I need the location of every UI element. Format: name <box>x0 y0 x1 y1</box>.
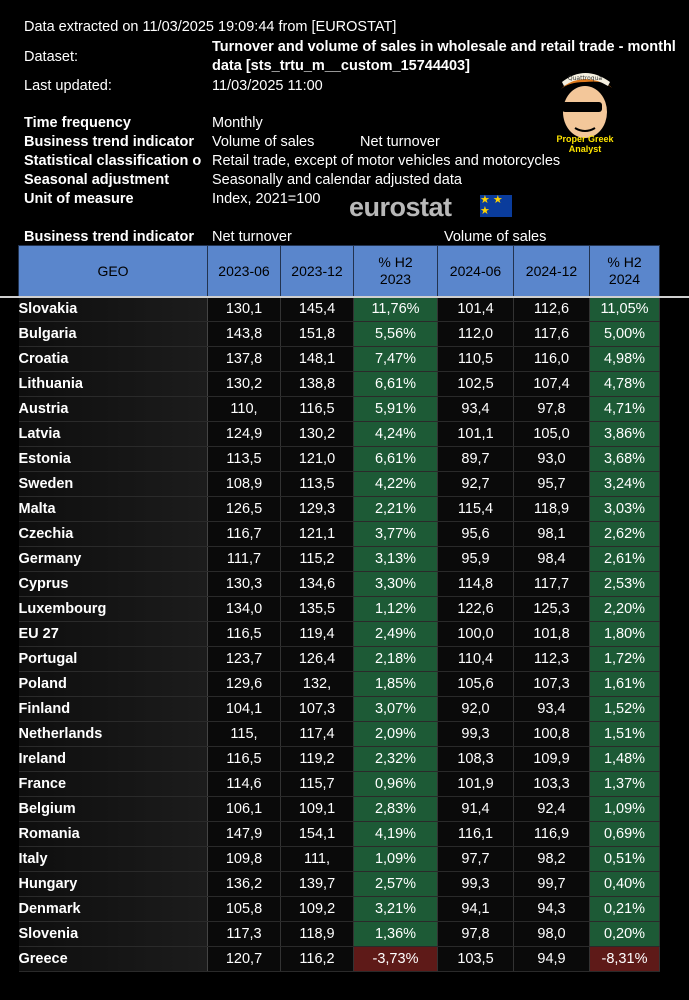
value-2024-06: 92,0 <box>438 697 514 722</box>
pct-h2-2024: 1,09% <box>590 797 660 822</box>
header-2023-12: 2023-12 <box>281 246 354 297</box>
value-2023-12: 151,8 <box>281 322 354 347</box>
value-2024-12: 97,8 <box>514 397 590 422</box>
value-2023-06: 137,8 <box>208 347 281 372</box>
classification-value: Retail trade, except of motor vehicles and motorcycles <box>212 153 561 169</box>
group-label-volume: Volume of sales <box>444 229 547 245</box>
table-body <box>19 297 660 972</box>
value-2023-12: 109,2 <box>281 897 354 922</box>
geo-cell: Cyprus <box>19 572 208 597</box>
pct-h2-2024: 3,86% <box>590 422 660 447</box>
geo-cell: Poland <box>19 672 208 697</box>
pct-h2-2023: 2,18% <box>354 647 438 672</box>
value-2023-12: 134,6 <box>281 572 354 597</box>
value-2024-12: 107,4 <box>514 372 590 397</box>
header-2023-06: 2023-06 <box>208 246 281 297</box>
geo-cell: Greece <box>19 947 208 972</box>
geo-cell: Finland <box>19 697 208 722</box>
value-2023-12: 148,1 <box>281 347 354 372</box>
pct-h2-2024: 1,48% <box>590 747 660 772</box>
pct-h2-2023: 3,30% <box>354 572 438 597</box>
table-row <box>19 297 660 322</box>
value-2023-06: 113,5 <box>208 447 281 472</box>
value-2024-06: 101,4 <box>438 297 514 322</box>
geo-cell: Sweden <box>19 472 208 497</box>
geo-cell: Lithuania <box>19 372 208 397</box>
table-row <box>19 897 660 922</box>
value-2023-12: 113,5 <box>281 472 354 497</box>
value-2024-12: 98,0 <box>514 922 590 947</box>
value-2024-06: 110,4 <box>438 647 514 672</box>
value-2023-06: 116,5 <box>208 747 281 772</box>
indicator-value-turnover: Net turnover <box>360 134 440 150</box>
pct-h2-2024: 2,62% <box>590 522 660 547</box>
value-2023-12: 116,2 <box>281 947 354 972</box>
pct-h2-2024: 3,24% <box>590 472 660 497</box>
table-row <box>19 372 660 397</box>
pct-h2-2024: 0,20% <box>590 922 660 947</box>
header-pct-h2-2023: % H2 2023 <box>354 246 438 297</box>
table-row <box>19 822 660 847</box>
value-2024-12: 101,8 <box>514 622 590 647</box>
value-2024-12: 117,6 <box>514 322 590 347</box>
dataset-label: Dataset: <box>24 49 78 65</box>
pct-h2-2024: 2,20% <box>590 597 660 622</box>
value-2024-12: 105,0 <box>514 422 590 447</box>
value-2023-06: 105,8 <box>208 897 281 922</box>
value-2023-06: 111,7 <box>208 547 281 572</box>
pct-h2-2024: 0,40% <box>590 872 660 897</box>
time-frequency-label: Time frequency <box>24 115 131 131</box>
value-2024-12: 109,9 <box>514 747 590 772</box>
pct-h2-2023: 6,61% <box>354 447 438 472</box>
value-2023-12: 135,5 <box>281 597 354 622</box>
value-2023-06: 116,5 <box>208 622 281 647</box>
value-2024-06: 97,8 <box>438 922 514 947</box>
pct-h2-2023: 1,12% <box>354 597 438 622</box>
value-2023-12: 117,4 <box>281 722 354 747</box>
pct-h2-2023: 2,32% <box>354 747 438 772</box>
value-2024-12: 125,3 <box>514 597 590 622</box>
geo-cell: EU 27 <box>19 622 208 647</box>
indicator-value-volume: Volume of sales <box>212 134 315 150</box>
geo-cell: Estonia <box>19 447 208 472</box>
value-2023-06: 143,8 <box>208 322 281 347</box>
table-row <box>19 747 660 772</box>
table-row <box>19 422 660 447</box>
value-2024-06: 97,7 <box>438 847 514 872</box>
value-2024-12: 116,9 <box>514 822 590 847</box>
value-2023-06: 136,2 <box>208 872 281 897</box>
table-row <box>19 622 660 647</box>
value-2024-06: 102,5 <box>438 372 514 397</box>
geo-cell: Netherlands <box>19 722 208 747</box>
value-2023-06: 123,7 <box>208 647 281 672</box>
value-2024-12: 112,3 <box>514 647 590 672</box>
eu-flag-icon: ★ ★ ★ <box>480 195 512 217</box>
pct-h2-2023: 3,21% <box>354 897 438 922</box>
pct-h2-2024: 0,69% <box>590 822 660 847</box>
value-2023-12: 129,3 <box>281 497 354 522</box>
header-geo: GEO <box>19 246 208 297</box>
value-2023-12: 121,0 <box>281 447 354 472</box>
value-2023-06: 120,7 <box>208 947 281 972</box>
pct-h2-2023: 2,57% <box>354 872 438 897</box>
pct-h2-2023: 1,85% <box>354 672 438 697</box>
value-2024-12: 93,0 <box>514 447 590 472</box>
pct-h2-2024: -8,31% <box>590 947 660 972</box>
value-2024-12: 98,2 <box>514 847 590 872</box>
geo-cell: France <box>19 772 208 797</box>
value-2024-06: 112,0 <box>438 322 514 347</box>
value-2023-06: 114,6 <box>208 772 281 797</box>
avatar-caption: Proper Greek Analyst <box>556 134 614 154</box>
value-2024-06: 95,6 <box>438 522 514 547</box>
value-2023-06: 109,8 <box>208 847 281 872</box>
pct-h2-2024: 0,51% <box>590 847 660 872</box>
pct-h2-2023: 5,91% <box>354 397 438 422</box>
value-2023-12: 145,4 <box>281 297 354 322</box>
unit-label: Unit of measure <box>24 191 134 207</box>
value-2024-06: 101,1 <box>438 422 514 447</box>
value-2023-06: 115, <box>208 722 281 747</box>
table-row <box>19 872 660 897</box>
pct-h2-2023: 0,96% <box>354 772 438 797</box>
pct-h2-2023: 2,21% <box>354 497 438 522</box>
pct-h2-2023: 7,47% <box>354 347 438 372</box>
table-row <box>19 397 660 422</box>
table-header-row <box>19 246 660 297</box>
value-2024-06: 92,7 <box>438 472 514 497</box>
table-row <box>19 772 660 797</box>
value-2024-06: 100,0 <box>438 622 514 647</box>
table-row <box>19 647 660 672</box>
header-2024-12: 2024-12 <box>514 246 590 297</box>
data-table <box>18 245 660 972</box>
header-divider <box>0 296 689 298</box>
value-2024-06: 91,4 <box>438 797 514 822</box>
table-row <box>19 522 660 547</box>
pct-h2-2024: 2,53% <box>590 572 660 597</box>
value-2024-12: 95,7 <box>514 472 590 497</box>
pct-h2-2024: 3,03% <box>590 497 660 522</box>
value-2023-12: 139,7 <box>281 872 354 897</box>
geo-cell: Croatia <box>19 347 208 372</box>
pct-h2-2024: 4,78% <box>590 372 660 397</box>
unit-value: Index, 2021=100 <box>212 191 321 207</box>
value-2024-06: 101,9 <box>438 772 514 797</box>
value-2023-06: 110, <box>208 397 281 422</box>
value-2024-12: 93,4 <box>514 697 590 722</box>
value-2023-06: 104,1 <box>208 697 281 722</box>
value-2023-06: 134,0 <box>208 597 281 622</box>
geo-cell: Denmark <box>19 897 208 922</box>
geo-cell: Slovenia <box>19 922 208 947</box>
value-2023-06: 130,1 <box>208 297 281 322</box>
pct-h2-2023: 1,09% <box>354 847 438 872</box>
pct-h2-2023: 2,83% <box>354 797 438 822</box>
pct-h2-2023: 2,49% <box>354 622 438 647</box>
pct-h2-2024: 11,05% <box>590 297 660 322</box>
value-2024-12: 117,7 <box>514 572 590 597</box>
metadata-panel <box>0 0 689 245</box>
pct-h2-2023: 11,76% <box>354 297 438 322</box>
value-2024-12: 98,1 <box>514 522 590 547</box>
value-2024-06: 105,6 <box>438 672 514 697</box>
eurostat-logo: eurostat <box>349 192 452 222</box>
pct-h2-2023: 6,61% <box>354 372 438 397</box>
value-2023-06: 106,1 <box>208 797 281 822</box>
geo-cell: Latvia <box>19 422 208 447</box>
value-2023-12: 126,4 <box>281 647 354 672</box>
value-2023-12: 130,2 <box>281 422 354 447</box>
pct-h2-2024: 0,21% <box>590 897 660 922</box>
geo-cell: Malta <box>19 497 208 522</box>
value-2024-06: 99,3 <box>438 722 514 747</box>
geo-cell: Italy <box>19 847 208 872</box>
value-2024-12: 103,3 <box>514 772 590 797</box>
pct-h2-2023: 4,19% <box>354 822 438 847</box>
value-2023-12: 116,5 <box>281 397 354 422</box>
dataset-title-line1: Turnover and volume of sales in wholesale and retail trade - monthl <box>212 39 676 55</box>
group-label-turnover: Net turnover <box>212 229 292 245</box>
value-2024-06: 99,3 <box>438 872 514 897</box>
extraction-info: Data extracted on 11/03/2025 19:09:44 from [EUROSTAT] <box>24 19 397 35</box>
table-row <box>19 922 660 947</box>
table-row <box>19 597 660 622</box>
geo-cell: Austria <box>19 397 208 422</box>
time-frequency-value: Monthly <box>212 115 263 131</box>
value-2024-12: 100,8 <box>514 722 590 747</box>
geo-cell: Portugal <box>19 647 208 672</box>
geo-cell: Germany <box>19 547 208 572</box>
pct-h2-2023: 1,36% <box>354 922 438 947</box>
avatar-hat-text: Quattroqua <box>567 75 603 82</box>
table-row <box>19 322 660 347</box>
pct-h2-2024: 1,72% <box>590 647 660 672</box>
value-2024-06: 103,5 <box>438 947 514 972</box>
geo-cell: Belgium <box>19 797 208 822</box>
value-2024-06: 95,9 <box>438 547 514 572</box>
value-2023-12: 121,1 <box>281 522 354 547</box>
value-2024-12: 107,3 <box>514 672 590 697</box>
value-2024-12: 116,0 <box>514 347 590 372</box>
geo-cell: Ireland <box>19 747 208 772</box>
value-2023-06: 126,5 <box>208 497 281 522</box>
table-row <box>19 672 660 697</box>
value-2023-06: 130,3 <box>208 572 281 597</box>
value-2024-06: 116,1 <box>438 822 514 847</box>
pct-h2-2023: 2,09% <box>354 722 438 747</box>
pct-h2-2023: 5,56% <box>354 322 438 347</box>
table-row <box>19 472 660 497</box>
geo-cell: Romania <box>19 822 208 847</box>
value-2023-12: 107,3 <box>281 697 354 722</box>
value-2024-06: 110,5 <box>438 347 514 372</box>
pct-h2-2023: 3,77% <box>354 522 438 547</box>
value-2023-06: 117,3 <box>208 922 281 947</box>
value-2023-06: 108,9 <box>208 472 281 497</box>
header-pct-h2-2024: % H2 2024 <box>590 246 660 297</box>
pct-h2-2024: 1,80% <box>590 622 660 647</box>
pct-h2-2024: 1,51% <box>590 722 660 747</box>
value-2024-12: 94,9 <box>514 947 590 972</box>
table-row <box>19 947 660 972</box>
pct-h2-2023: 4,22% <box>354 472 438 497</box>
value-2024-06: 114,8 <box>438 572 514 597</box>
value-2024-12: 94,3 <box>514 897 590 922</box>
value-2023-12: 119,4 <box>281 622 354 647</box>
header-2024-06: 2024-06 <box>438 246 514 297</box>
pct-h2-2023: 3,13% <box>354 547 438 572</box>
seasonal-label: Seasonal adjustment <box>24 172 170 188</box>
pct-h2-2024: 1,61% <box>590 672 660 697</box>
table-row <box>19 447 660 472</box>
geo-cell: Luxembourg <box>19 597 208 622</box>
value-2024-06: 115,4 <box>438 497 514 522</box>
value-2023-06: 124,9 <box>208 422 281 447</box>
value-2024-12: 112,6 <box>514 297 590 322</box>
pct-h2-2024: 3,68% <box>590 447 660 472</box>
pct-h2-2024: 1,37% <box>590 772 660 797</box>
value-2024-12: 92,4 <box>514 797 590 822</box>
value-2024-06: 89,7 <box>438 447 514 472</box>
value-2024-12: 99,7 <box>514 872 590 897</box>
pct-h2-2023: 3,07% <box>354 697 438 722</box>
geo-cell: Bulgaria <box>19 322 208 347</box>
pct-h2-2024: 2,61% <box>590 547 660 572</box>
table-row <box>19 347 660 372</box>
table-indicator-label: Business trend indicator <box>24 229 195 245</box>
table-row <box>19 697 660 722</box>
value-2023-12: 154,1 <box>281 822 354 847</box>
classification-label: Statistical classification o <box>24 153 202 169</box>
table-row <box>19 547 660 572</box>
value-2023-12: 115,7 <box>281 772 354 797</box>
value-2024-06: 93,4 <box>438 397 514 422</box>
value-2023-06: 147,9 <box>208 822 281 847</box>
value-2024-06: 122,6 <box>438 597 514 622</box>
value-2023-06: 130,2 <box>208 372 281 397</box>
geo-cell: Hungary <box>19 872 208 897</box>
value-2023-12: 115,2 <box>281 547 354 572</box>
geo-cell: Slovakia <box>19 297 208 322</box>
table-row <box>19 572 660 597</box>
value-2023-06: 129,6 <box>208 672 281 697</box>
pct-h2-2024: 4,98% <box>590 347 660 372</box>
value-2023-12: 138,8 <box>281 372 354 397</box>
seasonal-value: Seasonally and calendar adjusted data <box>212 172 462 188</box>
value-2023-12: 111, <box>281 847 354 872</box>
indicator-label: Business trend indicator <box>24 134 195 150</box>
value-2024-12: 118,9 <box>514 497 590 522</box>
last-updated-label: Last updated: <box>24 78 112 94</box>
value-2024-06: 108,3 <box>438 747 514 772</box>
table-row <box>19 847 660 872</box>
value-2023-12: 118,9 <box>281 922 354 947</box>
pct-h2-2024: 1,52% <box>590 697 660 722</box>
last-updated-value: 11/03/2025 11:00 <box>212 78 323 94</box>
value-2023-06: 116,7 <box>208 522 281 547</box>
value-2023-12: 132, <box>281 672 354 697</box>
table-row <box>19 722 660 747</box>
value-2024-06: 94,1 <box>438 897 514 922</box>
value-2023-12: 119,2 <box>281 747 354 772</box>
table-row <box>19 797 660 822</box>
table-row <box>19 497 660 522</box>
pct-h2-2024: 5,00% <box>590 322 660 347</box>
dataset-title-line2: data [sts_trtu_m__custom_15744403] <box>212 58 470 74</box>
pct-h2-2023: -3,73% <box>354 947 438 972</box>
geo-cell: Czechia <box>19 522 208 547</box>
pct-h2-2023: 4,24% <box>354 422 438 447</box>
value-2023-12: 109,1 <box>281 797 354 822</box>
pct-h2-2024: 4,71% <box>590 397 660 422</box>
value-2024-12: 98,4 <box>514 547 590 572</box>
